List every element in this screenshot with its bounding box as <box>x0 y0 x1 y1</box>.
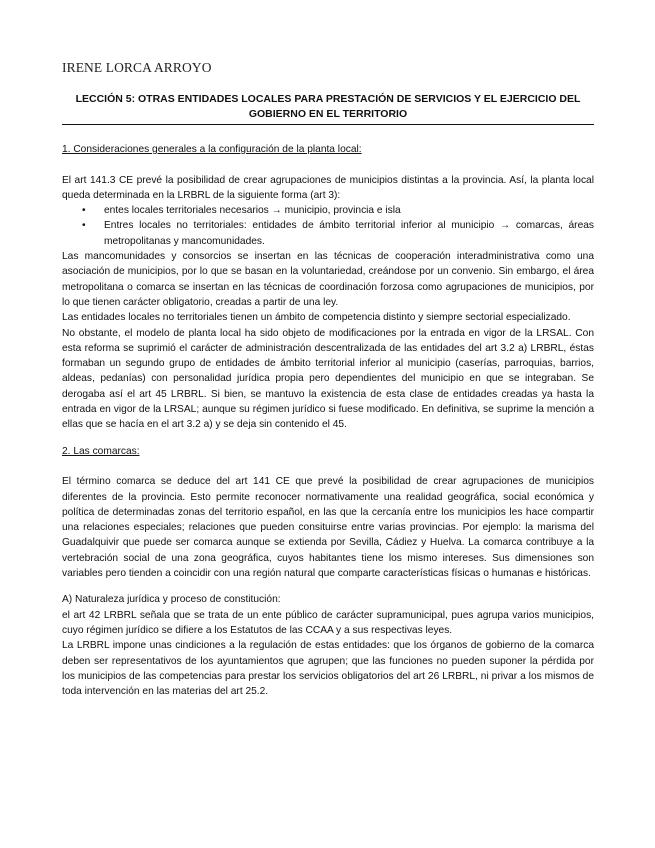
spacer <box>62 459 594 474</box>
section-2-heading: 2. Las comarcas: <box>62 445 140 457</box>
planta-local-list <box>62 203 594 249</box>
paragraph: La LRBRL impone unas cindiciones a la regulación de estas entidades: que los órganos de gobierno de la comarca deben ser representativos de los ayuntamientos que agrupen; que las funciones no pueden suponer la pérdida por los municipios de las competencias para prestar los servicios obligatorios del art 26 LRBRL, ni privar a los mismos de toda intervención en las materias del art 25.2. <box>62 640 594 698</box>
paragraph: El término comarca se deduce del art 141 CE que prevé la posibilidad de crear agrupaciones de municipios diferentes de la provincia. Esto permite reconocer normativamente una realidad geográfica, social económica y política de determinadas zonas del territorio español, en las que la cercanía entre los municipios les hace compartir una relaciones especiales; relaciones que pueden consituirse entre varias provincias. Por ejemplo: la marisma del Guadalquivir que puede ser comarca aunque se extienda por Sevilla, Cádiez y Huelva. La comarca contribuye a la vertebración social de una zona geográfica, cuyos habitantes tiene los mismo intereses. Sus dimensiones son variables pero tienden a coincidir con una región natural que comparte características físicas o humanas e históricas. <box>62 476 594 580</box>
document-body <box>62 142 594 699</box>
spacer <box>62 157 594 172</box>
lesson-title: LECCIÓN 5: OTRAS ENTIDADES LOCALES PARA PRESTACIÓN DE SERVICIOS Y EL EJERCICIO DEL GOBIERNO EN EL TERRITORIO <box>62 92 594 125</box>
paragraph: el art 42 LRBRL señala que se trata de un ente público de carácter supramunicipal, pues agrupa varios municipios, cuyo régimen jurídico se difiere a los Estatutos de las CCAA y a sus respectivas leyes. <box>62 609 594 636</box>
spacer <box>62 433 594 444</box>
paragraph: Las mancomunidades y consorcios se insertan en las técnicas de cooperación interadministrativa como una asociación de municipios, por lo que se basan en la voluntariedad, creándose por un convenio. Sin embargo, el área metropolitana o comarca se insertan en las técnicas de coordinación forzosa como agrupaciones de municipios, por lo que tienen carácter obligatorio, creadas a partir de una ley. <box>62 251 594 308</box>
paragraph: Las entidades locales no territoriales tienen un ámbito de competencia distinto y siempre sectorial especializado. <box>62 312 571 324</box>
spacer <box>62 581 594 592</box>
paragraph: No obstante, el modelo de planta local ha sido objeto de modificaciones por la entrada en vigor de la LRSAL. Con esta reforma se suprimió el carácter de administración descentralizada de las entidades del art 3.2 a) LRBRL, éstas formaban un segundo grupo de entidades de ámbito territorial inferior al municipio (caserías, parroquias, barrios, aldeas, pedanías) con personalidad jurídica propia pero dependientes del municipio en que se integraban. Se derogaba así el art 45 LRBRL. Si bien, se mantuvo la existencia de esta clase de entidades creadas ya hasta la entrada en vigor de la LRSAL; aunque su régimen jurídico si fuese modificado. En definitiva, se suprime la mención a ellas que se hacía en el art 3.2 a) y se deja sin contenido el 45. <box>62 327 594 431</box>
list-item: • entes locales territoriales necesarios → municipio, provincia e isla <box>104 203 594 218</box>
section-1-intro: El art 141.3 CE prevé la posibilidad de crear agrupaciones de municipios distintas a la provincia. Así, la planta local queda determinada en la LRBRL de la siguiente forma (art 3): <box>62 174 594 201</box>
list-item: • Entres locales no territoriales: entidades de ámbito territorial inferior al municipio → comarcas, áreas metropolitanas y mancomunidades. <box>104 218 594 249</box>
author-name: IRENE LORCA ARROYO <box>62 60 212 75</box>
subsection-heading: A) Naturaleza jurídica y proceso de constitución: <box>62 594 281 606</box>
section-1-heading: 1. Consideraciones generales a la configuración de la planta local: <box>62 144 362 155</box>
